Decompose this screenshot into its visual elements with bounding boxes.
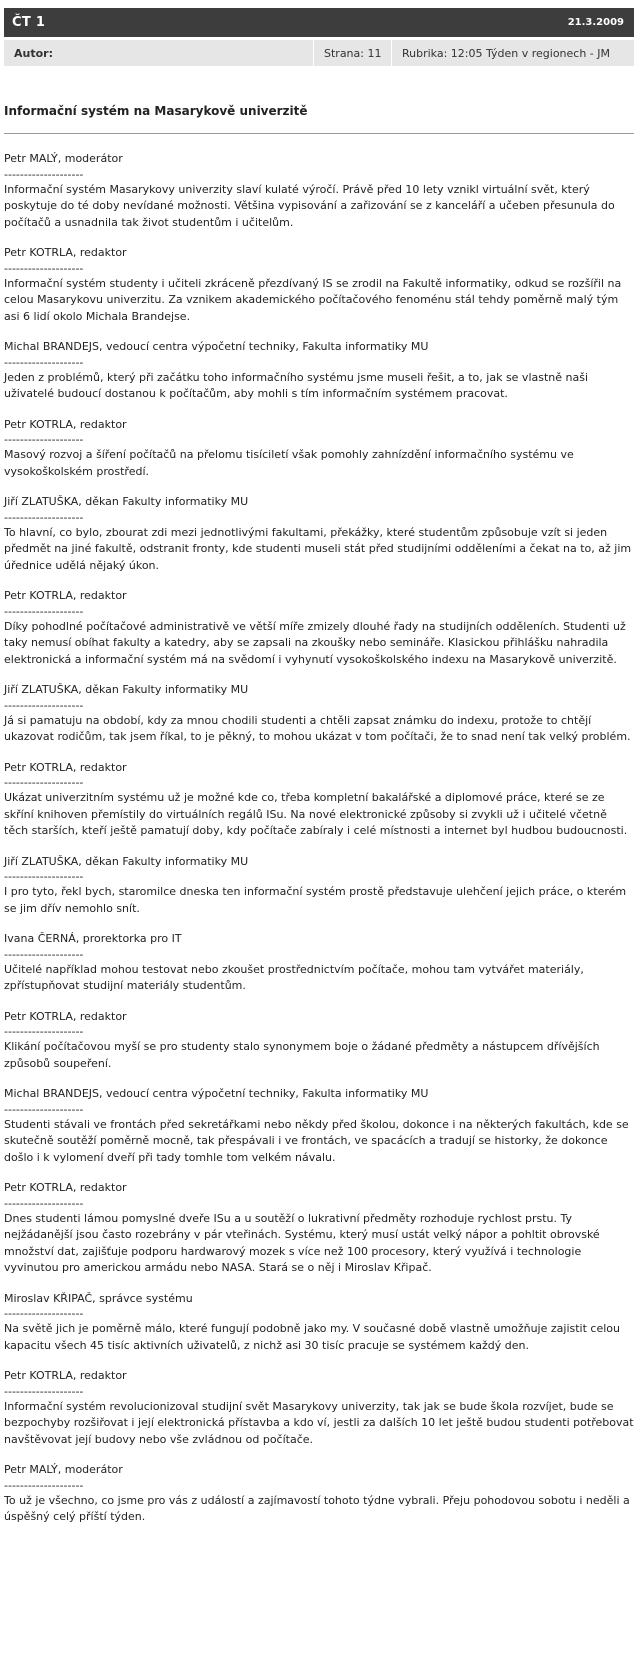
speech-text: To už je všechno, co jsme pro vás z událostí a zajímavostí tohoto týdne vybrali. Přeju pohodovou sobotu i neděli a úspěšný celý příští týden. [4,1493,630,1523]
speaker-name: Jiří ZLATUŠKA, děkan Fakulty informatiky MU [4,683,249,696]
transcript-block [4,245,634,325]
page-label: Strana: 11 [313,40,391,66]
speaker-separator: -------------------- [4,698,84,712]
speaker-separator: -------------------- [4,1478,84,1492]
speech-text: Dnes studenti lámou pomyslné dveře ISu a u soutěží o lukrativní předměty rozhoduje rychlost prstu. Ty nejžádanější jsou často rozebrány v pár vteřinách. Systému, který musí ustát velký nápor a pohltit obrovské množství dat, zajišťuje podporu hardwarový mozek s více než 100 procesory, který využívá i technologie vyvinutou pro americkou armádu nebo NASA. Stará se o něj i Miroslav Křipač. [4,1211,600,1274]
transcript [4,151,634,1526]
rubric-label: Rubrika: 12:05 Týden v regionech - JM [391,40,634,66]
speaker-separator: -------------------- [4,355,84,369]
speech-text: To hlavní, co bylo, zbourat zdi mezi jednotlivými fakultami, překážky, které studentům způsobuje vzít si jeden předmět na jiné fakultě, odstranit fronty, kde studenti museli stát před studijními odděleními a čekat na to, až jim úřednice udělá nějaký úkon. [4,525,632,572]
speaker-name: Petr KOTRLA, redaktor [4,589,127,602]
speaker-separator: -------------------- [4,604,84,618]
speaker-name: Petr KOTRLA, redaktor [4,246,127,259]
transcript-block [4,417,634,481]
speaker-separator: -------------------- [4,167,84,181]
transcript-block [4,1009,634,1073]
speaker-name: Petr MALÝ, moderátor [4,152,123,165]
transcript-block [4,682,634,746]
transcript-block [4,494,634,574]
broadcast-date: 21.3.2009 [567,17,624,28]
transcript-block [4,1462,634,1526]
transcript-block [4,151,634,231]
speaker-separator: -------------------- [4,261,84,275]
article-title: Informační systém na Masarykově univerzitě [4,104,634,134]
transcript-block [4,1291,634,1355]
author-label: Autor: [14,47,53,60]
article-page [4,8,634,1526]
header-bar [4,8,634,37]
speech-text: Klikání počítačovou myší se pro studenty stalo synonymem boje o žádané předměty a nástupcem dřívějších způsobů soupeření. [4,1040,600,1070]
transcript-block [4,760,634,840]
speaker-separator: -------------------- [4,870,84,883]
speaker-separator: -------------------- [4,510,84,524]
transcript-block [4,854,634,918]
speaker-separator: -------------------- [4,776,84,789]
speaker-separator: -------------------- [4,1307,84,1320]
speaker-separator: -------------------- [4,1384,84,1398]
speaker-name: Petr KOTRLA, redaktor [4,1009,127,1023]
speech-text: Studenti stávali ve frontách před sekretářkami nebo někdy před školou, dokonce i na některých fakultách, kde se skutečně soutěží poměrně mocně, tak přespávali i ve frontách, ve spacácích a tradují se historky, že dokonce došlo i k vylomení dveří při tady tomhle tom velkém návalu. [4,1117,629,1164]
speaker-name: Petr KOTRLA, redaktor [4,417,127,431]
speaker-name: Ivana ČERNÁ, prorektorka pro IT [4,932,182,945]
speaker-name: Petr MALÝ, moderátor [4,1463,123,1476]
speaker-separator: -------------------- [4,1025,84,1038]
transcript-block [4,1180,634,1277]
speaker-separator: -------------------- [4,1102,84,1116]
transcript-block [4,931,634,995]
speech-text: Na světě jich je poměrně málo, které fungují podobně jako my. V současné době vlastně umožňuje zajistit celou kapacitu všech 45 tisíc aktivních uživatelů, z nichž asi 30 tisíc pracuje se systémem každý den. [4,1322,620,1352]
speech-text: Jeden z problémů, který při začátku toho informačního systému jsme museli řešit, a to, jak se vlastně naši uživatelé budoucí dostanou k počítačům, aby mohli s tím informačním systémem pracovat. [4,370,589,400]
transcript-block [4,1368,634,1448]
speech-text: Masový rozvoj a šíření počítačů na přelomu tisíciletí však pomohly zahnízdění informačního systému ve vysokoškolském prostředí. [4,448,574,478]
speaker-name: Michal BRANDEJS, vedoucí centra výpočetní techniky, Fakulta informatiky MU [4,1087,429,1100]
meta-bar [4,40,634,66]
speaker-name: Jiří ZLATUŠKA, děkan Fakulty informatiky MU [4,495,249,508]
speaker-separator: -------------------- [4,1196,84,1210]
speaker-separator: -------------------- [4,433,84,446]
transcript-block [4,588,634,668]
speaker-name: Jiří ZLATUŠKA, děkan Fakulty informatiky MU [4,854,249,868]
transcript-block [4,1086,634,1166]
speaker-name: Miroslav KŘIPAČ, správce systému [4,1291,193,1305]
speech-text: I pro tyto, řekl bych, staromilce dneska ten informační systém prostě představuje ulehčení jejich práce, o kterém se jim dřív nemohlo snít. [4,885,627,915]
speaker-name: Michal BRANDEJS, vedoucí centra výpočetní techniky, Fakulta informatiky MU [4,340,429,353]
speech-text: Učitelé například mohou testovat nebo zkoušet prostřednictvím počítače, mohou tam vytvářet materiály, zpřístupňovat studijní materiály studentům. [4,962,584,992]
speaker-name: Petr KOTRLA, redaktor [4,760,127,774]
transcript-block [4,339,634,403]
speech-text: Informační systém Masarykovy univerzity slaví kulaté výročí. Právě před 10 lety vznikl virtuální svět, který poskytuje do té doby nevídané možnosti. Většina vypisování a zařizování se z kanceláří a učeben přesunula do počítačů a usnadnila tak život studentům i učitelům. [4,182,615,229]
speech-text: Já si pamatuju na období, kdy za mnou chodili studenti a chtěli zapsat známku do indexu, protože to chtějí ukazovat rodičům, tak jsem říkal, to je pěkný, to mohou ukázat v tom počítači, že to snad není tak velký problém. [4,713,631,743]
speaker-name: Petr KOTRLA, redaktor [4,1369,127,1382]
speech-text: Informační systém revolucionizoval studijní svět Masarykovy univerzity, tak jak se bude škola rozvíjet, bude se bezpochyby rozšiřovat i její elektronická přístavba a kdo ví, jestli za dalších 10 let ještě budou studenti potřebovat navštěvovat její budovy nebo vše zvládnou od počítače. [4,1399,634,1446]
speech-text: Díky pohodlné počítačové administrativě ve větší míře zmizely dlouhé řady na studijních odděleních. Studenti už taky nemusí obíhat fakulty a katedry, aby se zapsali na zkoušky nebo semináře. Klasickou přihlášku nahradila elektronická a informační systém má na svědomí i vyhynutí vysokoškolského indexu na Masarykově univerzitě. [4,619,626,666]
speech-text: Informační systém studenty i učiteli zkráceně přezdívaný IS se zrodil na Fakultě informatiky, odkud se rozšířil na celou Masarykovu univerzitu. Za vznikem akademického počítačového fenoménu stál tehdy poměrně malý tým asi 6 lidí okolo Michala Brandejse. [4,276,622,323]
speech-text: Ukázat univerzitním systému už je možné kde co, třeba kompletní bakalářské a diplomové práce, které se ze skříní knihoven přemístily do virtuálních regálů ISu. Na nové elektronické způsoby si zvykli už i učitelé včetně těch starších, kteří ještě pamatují doby, kdy počítače zabíraly i celé místnosti a internet byl hudbou budoucnosti. [4,791,628,837]
channel-name: ČT 1 [12,15,46,30]
speaker-name: Petr KOTRLA, redaktor [4,1181,127,1194]
speaker-separator: -------------------- [4,947,84,961]
